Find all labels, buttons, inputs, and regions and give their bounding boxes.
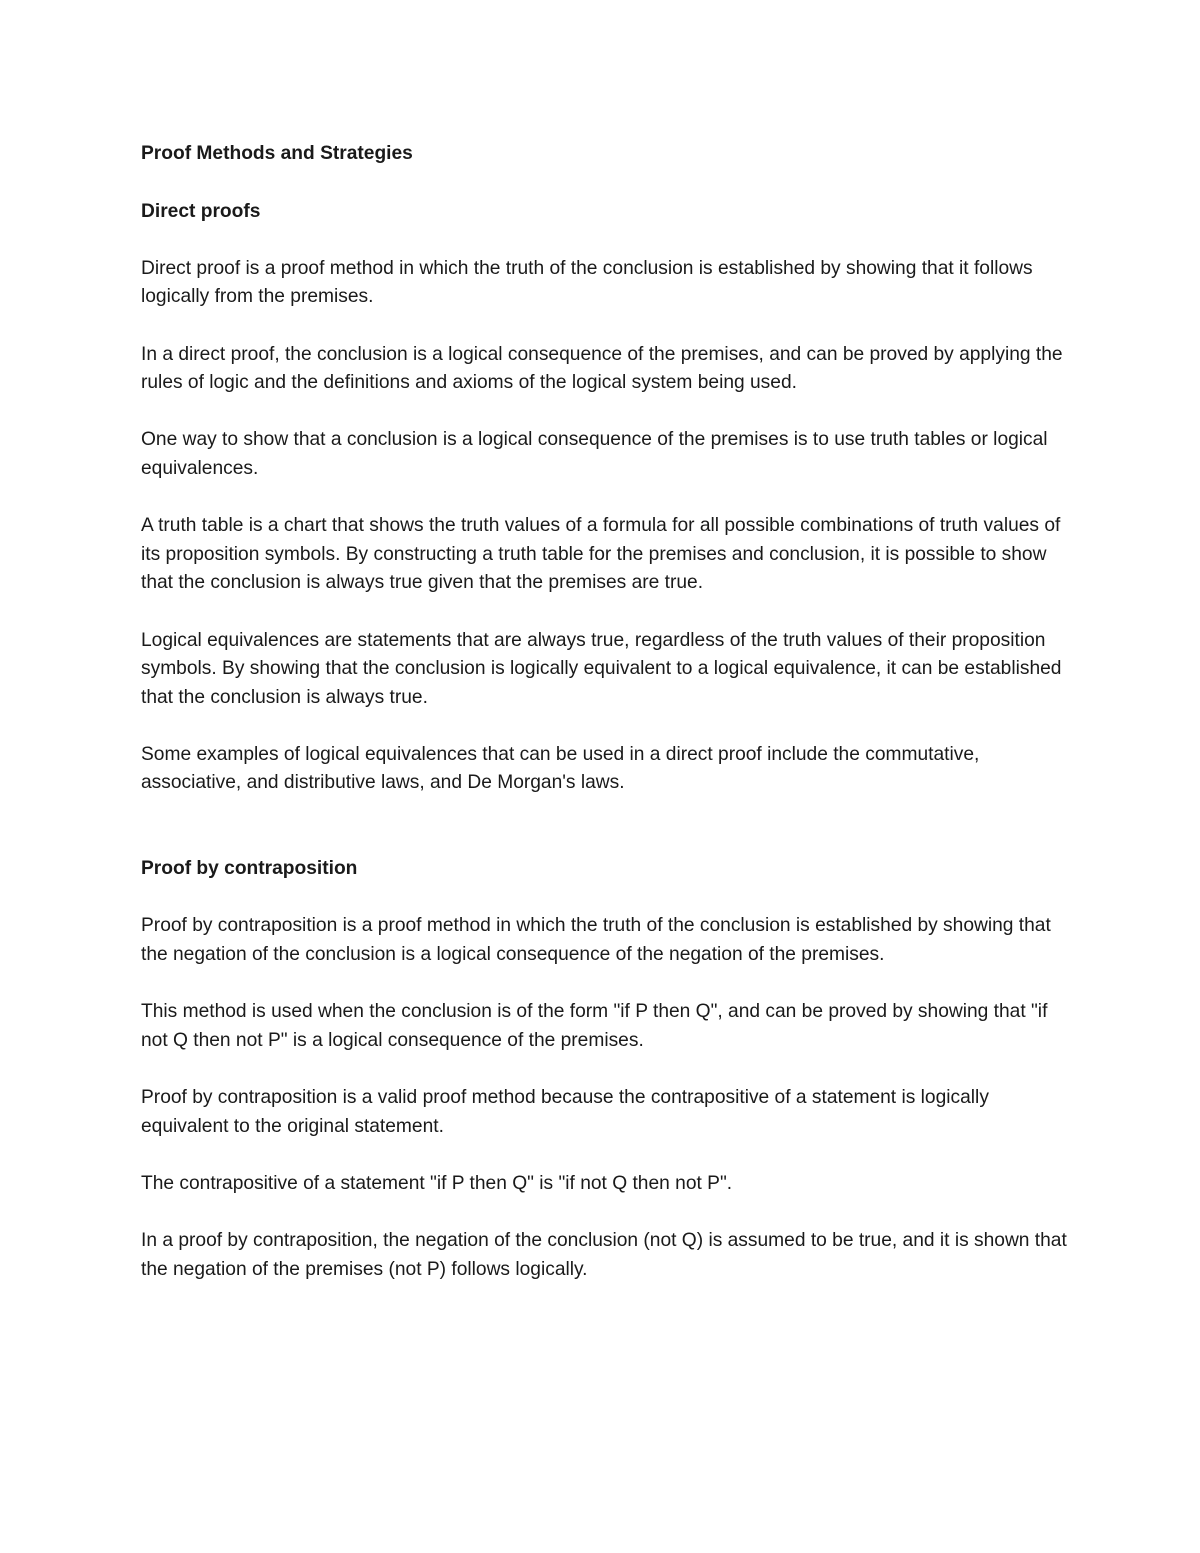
paragraph: Direct proof is a proof method in which the truth of the conclusion is established by showing that it follows logically from the premises.	[141, 257, 1033, 308]
document-title: Proof Methods and Strategies	[141, 143, 413, 164]
section-spacer	[141, 827, 1076, 856]
paragraph: A truth table is a chart that shows the truth values of a formula for all possible combinations of truth values of its proposition symbols. By constructing a truth table for the premises and conclusion, it is possible to show that the conclusion is always true given that the premises are true.	[141, 515, 1061, 594]
paragraph: In a proof by contraposition, the negation of the conclusion (not Q) is assumed to be true, and it is shown that the negation of the premises (not P) follows logically.	[141, 1229, 1067, 1280]
paragraph: Some examples of logical equivalences that can be used in a direct proof include the commutative, associative, and distributive laws, and De Morgan's laws.	[141, 743, 980, 794]
section-direct-proofs	[141, 198, 1076, 798]
section-proof-by-contraposition	[141, 855, 1076, 1284]
section-heading: Direct proofs	[141, 200, 261, 222]
section-heading: Proof by contraposition	[141, 858, 358, 880]
document-body	[141, 140, 1076, 1313]
paragraph: In a direct proof, the conclusion is a logical consequence of the premises, and can be proved by applying the rules of logic and the definitions and axioms of the logical system being used.	[141, 343, 1063, 394]
paragraph: Logical equivalences are statements that are always true, regardless of the truth values of their proposition symbols. By showing that the conclusion is logically equivalent to a logical equivalence, it can be established that the conclusion is always true.	[141, 629, 1062, 708]
paragraph: This method is used when the conclusion is of the form "if P then Q", and can be proved by showing that "if not Q then not P" is a logical consequence of the premises.	[141, 1001, 1048, 1051]
paragraph: One way to show that a conclusion is a logical consequence of the premises is to use truth tables or logical equivalences.	[141, 429, 1048, 479]
paragraph: Proof by contraposition is a valid proof method because the contrapositive of a statement is logically equivalent to the original statement.	[141, 1087, 989, 1137]
paragraph: Proof by contraposition is a proof method in which the truth of the conclusion is established by showing that the negation of the conclusion is a logical consequence of the negation of the premises.	[141, 915, 1051, 966]
paragraph: The contrapositive of a statement "if P then Q" is "if not Q then not P".	[141, 1172, 733, 1194]
